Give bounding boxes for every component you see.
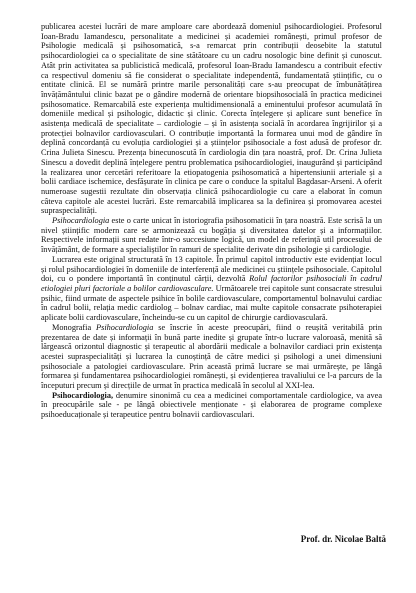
- paragraph-4-text-a: Monografia: [52, 322, 97, 332]
- paragraph-3-text-a: Lucrarea este original structurată în 13 capitole. În primul capitol introductiv este evidențiat locul și rolul psihocardiologiei în domeniile de interferență ale medicinei cu științele psihosociale. Capitolul doi, cu o pondere importantă în conținutul cărții, dezvoltă: [41, 254, 382, 284]
- term-bold: Psihocardiologia,: [52, 390, 114, 400]
- paragraph-2: [41, 216, 382, 255]
- author-signature: Prof. dr. Nicolae Baltă: [300, 534, 386, 544]
- paragraph-1: publicarea acestei lucrări de mare amploare care abordează domeniul psihocardiologiei. Profesorul Ioan-Bradu Iamandescu, personalitate a medicinei și academiei românești, primul profesor de Psihologie medicală și psihosomatică, s-a remarcat prin contribuții deosebite la statutul psihocardiologiei ca o specialitate de sine stătătoare cu un cadru nosologic bine definit și cunoscut. Atât prin activitatea sa publicistică medicală, profesorul Ioan-Bradu Iamandescu a contribuit efectiv ca respectivul domeniu să fie considerat o specialitate independentă, fundamentată științific, cu o entitate clinică. El se numără printre marile personalități care s-au preocupat de îmbunătățirea învățământului clinic bazat pe o gândire modernă de orientare biopsihosocială în practica medicinei psihosomatice. Remarcabilă este experiența multidimensională a eminentului profesor acumulată în domeniile medical și psihologic, didactic și clinic. Corecta înțelegere și aplicare sunt benefice în asistența medicală de specialitate – cardiologie – și în asistența socială în acordarea îngrijirilor și a protecției bolnavilor cardiovasculari. O contribuție importantă la formarea unui mod de gândire în deplină concordanță cu evoluția cardiologiei și a științelor psihosociale a fost adusă de profesor dr. Crina Julieta Sinescu. Prezența binecunoscută în cardiologia din țara noastră, prof. Dr. Crina Julieta Sinescu a dovedit deplină înțelegere pentru problematica psihocardiologiei, inaugurând și participând la realizarea unor cercetări referitoare la etiopatogenia psihosomatică a hipertensiunii arteriale și a bolii cardiace ischemice, desfășurate în clinica pe care o conduce la spitalul Bagdasar-Arseni. A oferit numeroase sugestii rezultate din observația clinică psihocardiologie cu care a elaborat în comun câteva capitole ale acestei lucrări. Este remarcabilă implicarea sa la definirea și promovarea acestei supraspecialități.: [41, 22, 382, 216]
- paragraph-3: [41, 255, 382, 323]
- paragraph-5: [41, 391, 382, 420]
- paragraph-4-text-b: se înscrie în aceste preocupări, fiind o reușită veritabilă prin prezentarea de date și informații în bună parte inedite și grupate într-o lucrare valoroasă, menită să lărgească orizontul diagnostic și terapeutic al abordării medicale a bolnavilor cardiaci prin existența acestei supraspecialități și lucrarea la cunoștință de către medici și psihologi a unei dimensiuni psihosociale a patologiei cardiovasculare. Prin această primă lucrare se mai urmărește, pe lângă formarea și fundamentarea psihocardiologiei românești, și evidențierea travaliului ce l-a parcurs de la începuturi precum și direcțiile de urmat în practica medicală în secolul al XXI-lea.: [41, 322, 382, 391]
- paragraph-2-text: este o carte unicat în istoriografia psihosomaticii în țara noastră. Este scrisă la un nivel științific modern care se armonizează cu bogăția și diversitatea datelor și a informațiilor. Respectivele informații sunt redate într-o succesiune logică, un model de referință util procesului de învățământ, de formare a specialiștilor în ramuri de specialite derivate din psihologie și cardiologie.: [41, 216, 382, 255]
- book-title: Psihocardiologia: [52, 216, 110, 226]
- chapter-title: Rolul factorilor psihosociali în cadrul etiologiei pluri factoriale a bolilor cardiovasculare.: [41, 274, 383, 293]
- foreword-text: [41, 22, 382, 420]
- paragraph-5-text: denumire sinonimă cu cea a medicinei comportamentale cardiologice, va avea în preocupările sale - pe lângă obiectivele menționate - și elaborarea de programe complexe psihoeducaționale și terapeutice pentru bolnavii cardiovasculari.: [41, 390, 382, 420]
- monograph-title: Psihocardiologia: [96, 322, 154, 332]
- paragraph-4: [41, 323, 382, 391]
- paragraph-3-text-b: Următoarele trei capitole sunt consacrate stresului psihic, fiind urmate de aspectele psihice în bolile cardiovasculare, comportamentul bolnavului cardiac în cadrul bolii, relația medic cardiolog – bolnav cardiac, mai multe capitole consacrate psihoterapiei aplicate bolii cardiovasculare, încheindu-se cu un capitol de chirurgie cardiovasculară.: [41, 283, 382, 323]
